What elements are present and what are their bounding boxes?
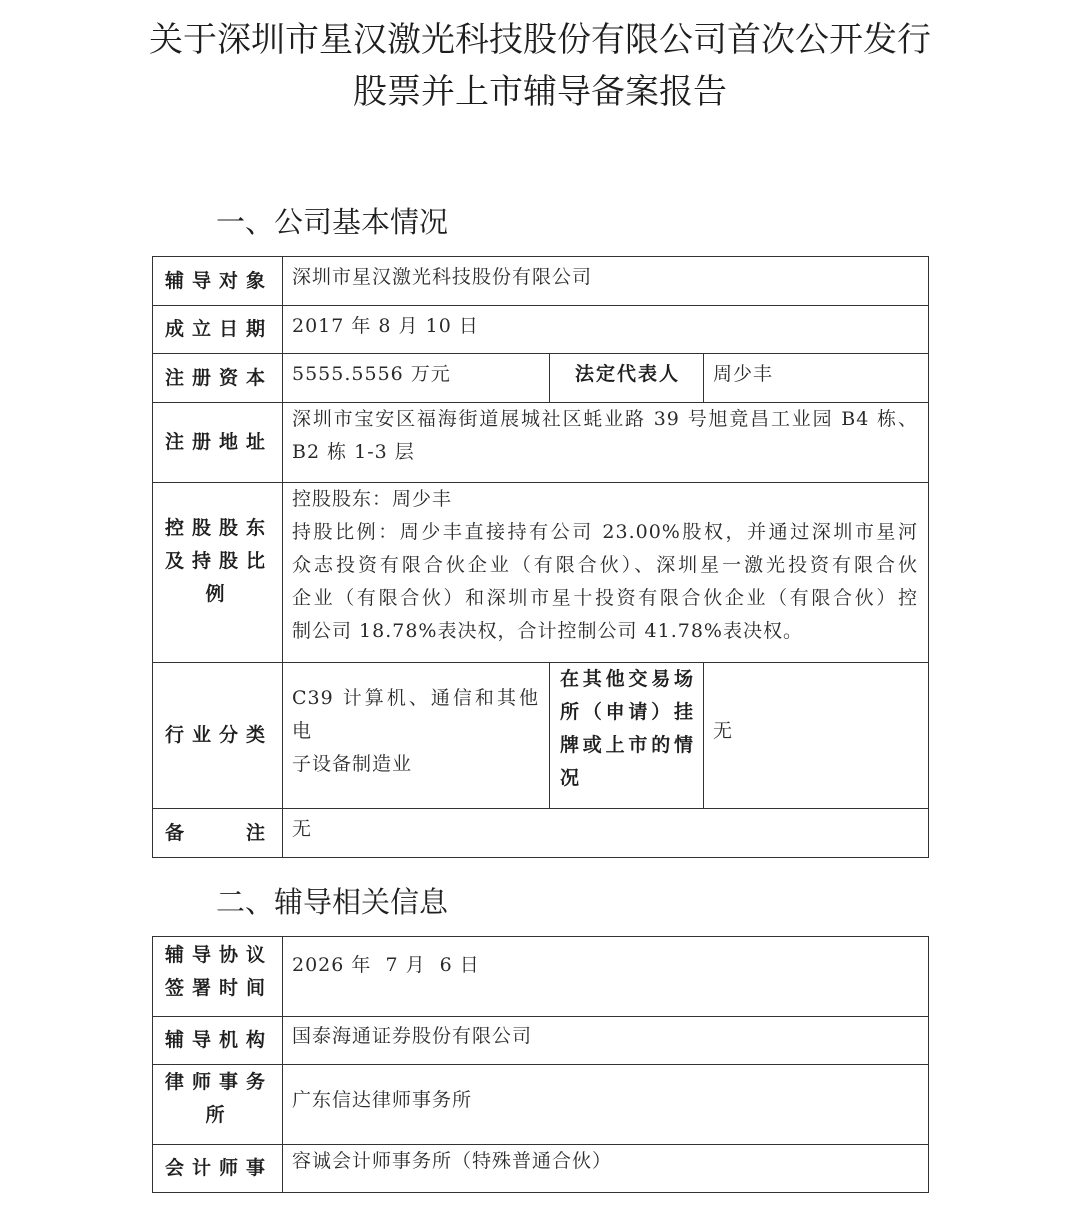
guidance-info-table: [152, 936, 929, 1193]
shareholder-line3: 众志投资有限合伙企业（有限合伙）、深圳星一激光投资有限合伙: [292, 554, 918, 576]
shareholder-label: [153, 483, 283, 663]
industry-line2: 子设备制造业: [292, 753, 413, 775]
industry-value: [283, 663, 550, 809]
legal-rep-value: 周少丰: [704, 354, 929, 403]
agreement-value: 2026 年 7 月 6 日: [283, 937, 929, 1017]
other-listing-line2: 所（申请）挂: [560, 701, 695, 723]
shareholder-line1: 控股股东：周少丰: [292, 488, 453, 510]
law-firm-label: [153, 1065, 283, 1145]
agreement-label: [153, 937, 283, 1017]
row-capital: [153, 354, 929, 403]
row-agreement: [153, 937, 929, 1017]
shareholder-value: [283, 483, 929, 663]
address-label: 注册地址: [153, 403, 283, 483]
agreement-label-line2: 签署时间: [165, 976, 272, 999]
shareholder-line2: 持股比例：周少丰直接持有公司 23.00%股权，并通过深圳市星河: [292, 521, 918, 543]
agreement-label-line1: 辅导协议: [165, 943, 272, 966]
shareholder-line4: 企业（有限合伙）和深圳市星十投资有限合伙企业（有限合伙）控: [292, 587, 918, 609]
other-listing-line3: 牌或上市的情: [560, 734, 695, 756]
row-remark: [153, 809, 929, 858]
address-line2: B2 栋 1-3 层: [292, 441, 415, 463]
capital-value: 5555.5556 万元: [283, 354, 550, 403]
remark-label: 备注: [153, 809, 283, 858]
industry-line1: C39 计算机、通信和其他电: [292, 687, 539, 742]
section1-heading: 一、公司基本情况: [216, 205, 449, 239]
shareholder-label-line3: 例: [205, 583, 232, 605]
target-label: 辅导对象: [153, 257, 283, 306]
shareholder-label-line2: 及持股比: [165, 550, 272, 572]
row-founded: [153, 306, 929, 354]
row-address: [153, 403, 929, 483]
shareholder-label-line1: 控股股东: [165, 517, 272, 539]
law-firm-label-line2: 所: [205, 1103, 232, 1126]
shareholder-line5: 制公司 18.78%表决权，合计控制公司 41.78%表决权。: [292, 620, 803, 642]
report-title: [0, 14, 1080, 118]
company-info-table: [152, 256, 929, 858]
row-accounting: [153, 1145, 929, 1193]
address-value: [283, 403, 929, 483]
institution-label: 辅导机构: [153, 1017, 283, 1065]
row-target: [153, 257, 929, 306]
remark-value: 无: [283, 809, 929, 858]
legal-rep-label: 法定代表人: [550, 354, 704, 403]
other-listing-line4: 况: [560, 767, 582, 789]
capital-label: 注册资本: [153, 354, 283, 403]
report-title-line1: 关于深圳市星汉激光科技股份有限公司首次公开发行: [149, 20, 931, 60]
institution-value: 国泰海通证券股份有限公司: [283, 1017, 929, 1065]
law-firm-value: 广东信达律师事务所: [283, 1065, 929, 1145]
accounting-label: 会计师事: [153, 1145, 283, 1193]
row-institution: [153, 1017, 929, 1065]
target-value: 深圳市星汉激光科技股份有限公司: [283, 257, 929, 306]
founded-label: 成立日期: [153, 306, 283, 354]
industry-label: 行业分类: [153, 663, 283, 809]
accounting-value: 容诚会计师事务所（特殊普通合伙）: [283, 1145, 929, 1193]
row-industry: [153, 663, 929, 809]
section2-heading: 二、辅导相关信息: [216, 885, 449, 919]
row-shareholder: [153, 483, 929, 663]
other-listing-value: 无: [704, 663, 929, 809]
other-listing-line1: 在其他交易场: [560, 668, 695, 690]
law-firm-label-line1: 律师事务: [165, 1070, 272, 1093]
other-listing-label: [550, 663, 704, 809]
address-line1: 深圳市宝安区福海街道展城社区蚝业路 39 号旭竟昌工业园 B4 栋、: [292, 408, 918, 430]
report-title-line2: 股票并上市辅导备案报告: [353, 72, 727, 112]
founded-value: 2017 年 8 月 10 日: [283, 306, 929, 354]
row-law-firm: [153, 1065, 929, 1145]
